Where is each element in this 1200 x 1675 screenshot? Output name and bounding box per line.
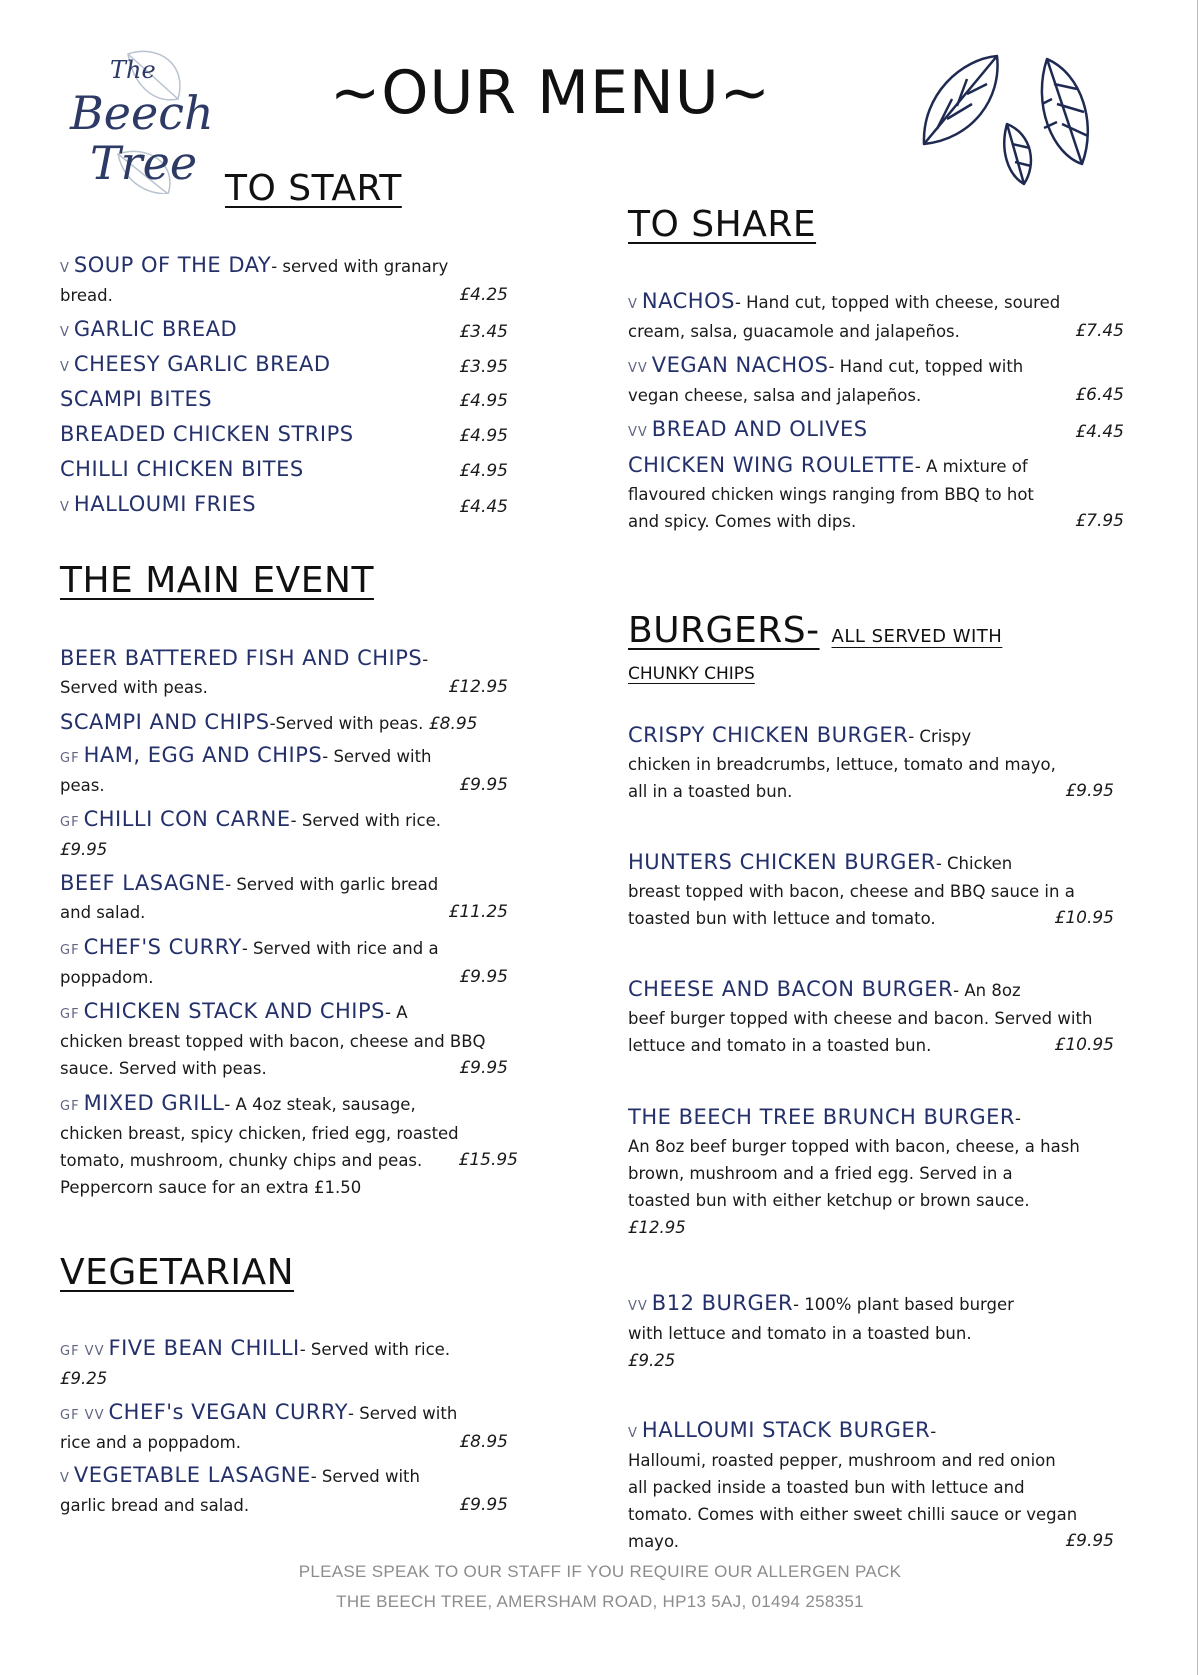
dietary-tag: V xyxy=(628,297,638,312)
item-description: - A 4oz steak, sausage, xyxy=(224,1095,416,1114)
menu-item xyxy=(60,421,560,450)
logo-word-the: The xyxy=(110,56,156,84)
item-description: - Served with xyxy=(348,1404,458,1423)
dietary-tag: VV xyxy=(628,1299,648,1314)
item-name: VEGETABLE LASAGNE xyxy=(73,1463,311,1487)
section-heading-to-share: TO SHARE xyxy=(628,204,817,245)
item-name: B12 BURGER xyxy=(651,1291,794,1315)
dietary-tag: V xyxy=(628,1426,638,1441)
item-description-cont: chicken breast, spicy chicken, fried egg, roasted xyxy=(60,1124,459,1143)
item-price: £7.95 xyxy=(1075,511,1124,531)
item-description-cont: Halloumi, roasted pepper, mushroom and red onion xyxy=(628,1451,1056,1470)
menu-item xyxy=(60,351,560,381)
item-name: BREADED CHICKEN STRIPS xyxy=(60,422,354,446)
item-price: £6.45 xyxy=(1075,385,1124,405)
menu-item xyxy=(60,316,560,346)
item-name: CHICKEN STACK AND CHIPS xyxy=(83,999,385,1023)
item-description-cont: flavoured chicken wings ranging from BBQ to hot xyxy=(628,485,1034,504)
item-price: £9.95 xyxy=(1065,1531,1114,1551)
item-price: £8.95 xyxy=(459,1432,508,1452)
menu-item xyxy=(628,849,1128,932)
burgers-subheading: ALL SERVED WITH xyxy=(831,626,1003,647)
burgers-subheading-cont: CHUNKY CHIPS xyxy=(628,664,755,684)
dietary-tag: V xyxy=(60,1471,70,1486)
item-description-cont: and spicy. Comes with dips. xyxy=(628,512,857,531)
item-description: - xyxy=(1014,1109,1021,1128)
item-price: £10.95 xyxy=(1054,1035,1114,1055)
item-description-cont: mayo. xyxy=(628,1532,679,1551)
item-description-cont: garlic bread and salad. xyxy=(60,1496,250,1515)
item-description-cont: rice and a poppadom. xyxy=(60,1433,241,1452)
item-description: - xyxy=(930,1422,937,1441)
menu-item xyxy=(628,288,1128,345)
menu-item xyxy=(60,491,560,521)
item-description-cont: toasted bun with lettuce and tomato. xyxy=(628,909,936,928)
item-name: GARLIC BREAD xyxy=(73,317,238,341)
item-description-cont: chicken breast topped with bacon, cheese and BBQ xyxy=(60,1032,486,1051)
item-price: £9.95 xyxy=(459,1058,508,1078)
burgers-title: BURGERS- xyxy=(628,610,820,651)
item-name: CHILLI CON CARNE xyxy=(83,807,291,831)
dietary-tag: V xyxy=(60,325,70,340)
menu-item xyxy=(60,709,560,738)
item-description: - Hand cut, topped with xyxy=(828,357,1024,376)
menu-item xyxy=(60,934,560,991)
item-name: BEEF LASAGNE xyxy=(60,871,226,895)
menu-item xyxy=(60,1335,560,1392)
item-price: £9.95 xyxy=(60,840,108,859)
dietary-tag: GF xyxy=(60,815,80,830)
item-description: - Served with rice. xyxy=(290,811,441,830)
menu-item xyxy=(628,722,1128,805)
item-description: - served with granary xyxy=(271,257,449,276)
item-description-cont: breast topped with bacon, cheese and BBQ sauce in a xyxy=(628,882,1075,901)
item-price: £9.95 xyxy=(459,775,508,795)
item-price: £4.95 xyxy=(459,391,508,411)
item-description-cont: with lettuce and tomato in a toasted bun. xyxy=(628,1324,972,1343)
item-description-cont: cream, salsa, guacamole and jalapeños. xyxy=(628,322,960,341)
item-name: HALLOUMI FRIES xyxy=(73,492,257,516)
item-name: CHEESE AND BACON BURGER xyxy=(628,977,954,1001)
item-name: SCAMPI AND CHIPS xyxy=(60,710,270,734)
item-name: SCAMPI BITES xyxy=(60,387,213,411)
allergen-notice: PLEASE SPEAK TO OUR STAFF IF YOU REQUIRE OUR ALLERGEN PACK xyxy=(298,1562,902,1581)
item-name: CHEESY GARLIC BREAD xyxy=(73,352,331,376)
dietary-tag: GF VV xyxy=(60,1344,105,1359)
dietary-tag: GF xyxy=(60,943,80,958)
item-name: CHEF's VEGAN CURRY xyxy=(108,1400,349,1424)
item-name: CRISPY CHICKEN BURGER xyxy=(628,723,909,747)
menu-item xyxy=(628,1417,1128,1555)
item-description: - A mixture of xyxy=(914,457,1028,476)
item-price: £10.95 xyxy=(1054,908,1114,928)
item-price: £3.95 xyxy=(459,357,508,377)
item-price: £9.25 xyxy=(628,1351,676,1370)
item-name: BEER BATTERED FISH AND CHIPS xyxy=(60,646,423,670)
item-name: MIXED GRILL xyxy=(83,1091,225,1115)
item-description-cont: toasted bun with either ketchup or brown sauce. xyxy=(628,1191,1030,1210)
item-price: £4.25 xyxy=(459,285,508,305)
dietary-tag: V xyxy=(60,500,70,515)
item-description-cont: brown, mushroom and a fried egg. Served in a xyxy=(628,1164,1013,1183)
logo-word-beech: Beech xyxy=(70,86,214,140)
dietary-tag: VV xyxy=(628,361,648,376)
item-description-cont: An 8oz beef burger topped with bacon, cheese, a hash xyxy=(628,1137,1080,1156)
section-heading-main-event: THE MAIN EVENT xyxy=(60,560,374,601)
dietary-tag: GF VV xyxy=(60,1408,105,1423)
item-name: THE BEECH TREE BRUNCH BURGER xyxy=(628,1105,1015,1129)
item-name: SOUP OF THE DAY xyxy=(73,253,272,277)
item-description-cont: Peppercorn sauce for an extra £1.50 xyxy=(60,1178,362,1197)
item-price: £15.95 xyxy=(458,1150,518,1170)
item-description: -Served with peas. xyxy=(269,714,424,733)
dietary-tag: V xyxy=(60,360,70,375)
item-description: - Chicken xyxy=(935,854,1013,873)
item-description: - Served with rice and a xyxy=(241,939,439,958)
logo-word-tree: Tree xyxy=(90,136,198,190)
item-price: £4.45 xyxy=(1075,422,1124,442)
item-description-cont: tomato, mushroom, chunky chips and peas. xyxy=(60,1151,423,1170)
item-description: - xyxy=(422,650,429,669)
item-name: FIVE BEAN CHILLI xyxy=(108,1336,300,1360)
item-description-cont: all in a toasted bun. xyxy=(628,782,793,801)
menu-item xyxy=(60,998,560,1082)
item-description: - Served with xyxy=(322,747,432,766)
item-price: £3.45 xyxy=(459,322,508,342)
menu-item xyxy=(60,252,560,309)
item-price: £9.95 xyxy=(459,967,508,987)
item-description-cont: vegan cheese, salsa and jalapeños. xyxy=(628,386,922,405)
item-description-cont: all packed inside a toasted bun with lettuce and xyxy=(628,1478,1025,1497)
item-price: £9.95 xyxy=(1065,781,1114,801)
item-price: £11.25 xyxy=(448,902,508,922)
item-price: £9.25 xyxy=(60,1369,108,1388)
item-price: £4.95 xyxy=(459,461,508,481)
item-description: - Served with garlic bread xyxy=(225,875,439,894)
menu-item xyxy=(60,456,560,485)
item-description-cont: tomato. Comes with either sweet chilli sauce or vegan xyxy=(628,1505,1078,1524)
page-title: ~OUR MENU~ xyxy=(330,58,771,128)
item-price: £4.45 xyxy=(459,497,508,517)
item-description-cont: lettuce and tomato in a toasted bun. xyxy=(628,1036,932,1055)
menu-item xyxy=(628,1290,1128,1374)
menu-item xyxy=(60,645,560,701)
menu-item xyxy=(60,1090,560,1201)
dietary-tag: GF xyxy=(60,1099,80,1114)
menu-item xyxy=(60,870,560,926)
page-edge-divider xyxy=(1197,0,1198,1675)
item-description: - Served with rice. xyxy=(299,1340,451,1359)
item-price: £9.95 xyxy=(459,1495,508,1515)
item-description-cont: bread. xyxy=(60,286,113,305)
menu-item xyxy=(628,976,1128,1059)
item-description-cont: sauce. Served with peas. xyxy=(60,1059,267,1078)
item-name: HALLOUMI STACK BURGER xyxy=(641,1418,931,1442)
leaves-illustration-icon xyxy=(912,44,1132,204)
item-name: CHICKEN WING ROULETTE xyxy=(628,453,915,477)
item-description-cont: peas. xyxy=(60,776,105,795)
menu-item xyxy=(628,452,1128,535)
item-price: £12.95 xyxy=(448,677,508,697)
item-description-cont: and salad. xyxy=(60,903,146,922)
beech-tree-logo xyxy=(58,44,218,194)
section-heading-burgers xyxy=(628,610,1002,651)
item-price: £4.95 xyxy=(459,426,508,446)
item-name: BREAD AND OLIVES xyxy=(651,417,868,441)
menu-item xyxy=(60,806,560,863)
item-name: NACHOS xyxy=(641,289,735,313)
item-description: - A xyxy=(385,1003,408,1022)
dietary-tag: GF xyxy=(60,751,80,766)
item-name: CHEF'S CURRY xyxy=(83,935,242,959)
section-heading-vegetarian: VEGETARIAN xyxy=(60,1252,295,1293)
menu-item xyxy=(60,386,560,415)
dietary-tag: V xyxy=(60,261,70,276)
item-description-cont: Served with peas. xyxy=(60,678,208,697)
item-description: - An 8oz xyxy=(953,981,1021,1000)
menu-item xyxy=(628,416,1128,446)
dietary-tag: GF xyxy=(60,1007,80,1022)
menu-item xyxy=(628,352,1128,409)
item-price: £8.95 xyxy=(428,714,478,734)
item-description: - Hand cut, topped with cheese, soured xyxy=(734,293,1061,312)
item-description-cont: poppadom. xyxy=(60,968,154,987)
dietary-tag: VV xyxy=(628,425,648,440)
item-name: HUNTERS CHICKEN BURGER xyxy=(628,850,936,874)
menu-item xyxy=(60,1399,560,1456)
item-name: HAM, EGG AND CHIPS xyxy=(83,743,323,767)
item-price: £7.45 xyxy=(1075,321,1124,341)
item-description: - Served with xyxy=(310,1467,420,1486)
menu-item xyxy=(60,1462,560,1519)
menu-item xyxy=(60,742,560,799)
item-description-cont: beef burger topped with cheese and bacon. Served with xyxy=(628,1009,1093,1028)
item-name: CHILLI CHICKEN BITES xyxy=(60,457,304,481)
item-name: VEGAN NACHOS xyxy=(651,353,829,377)
item-description: - 100% plant based burger xyxy=(793,1295,1014,1314)
item-description-cont: chicken in breadcrumbs, lettuce, tomato and mayo, xyxy=(628,755,1056,774)
address-contact: THE BEECH TREE, AMERSHAM ROAD, HP13 5AJ, 01494 258351 xyxy=(336,1592,864,1611)
menu-item xyxy=(628,1104,1128,1241)
item-price: £12.95 xyxy=(628,1218,686,1237)
item-description: - Crispy xyxy=(908,727,972,746)
section-heading-to-start: TO START xyxy=(225,168,402,209)
